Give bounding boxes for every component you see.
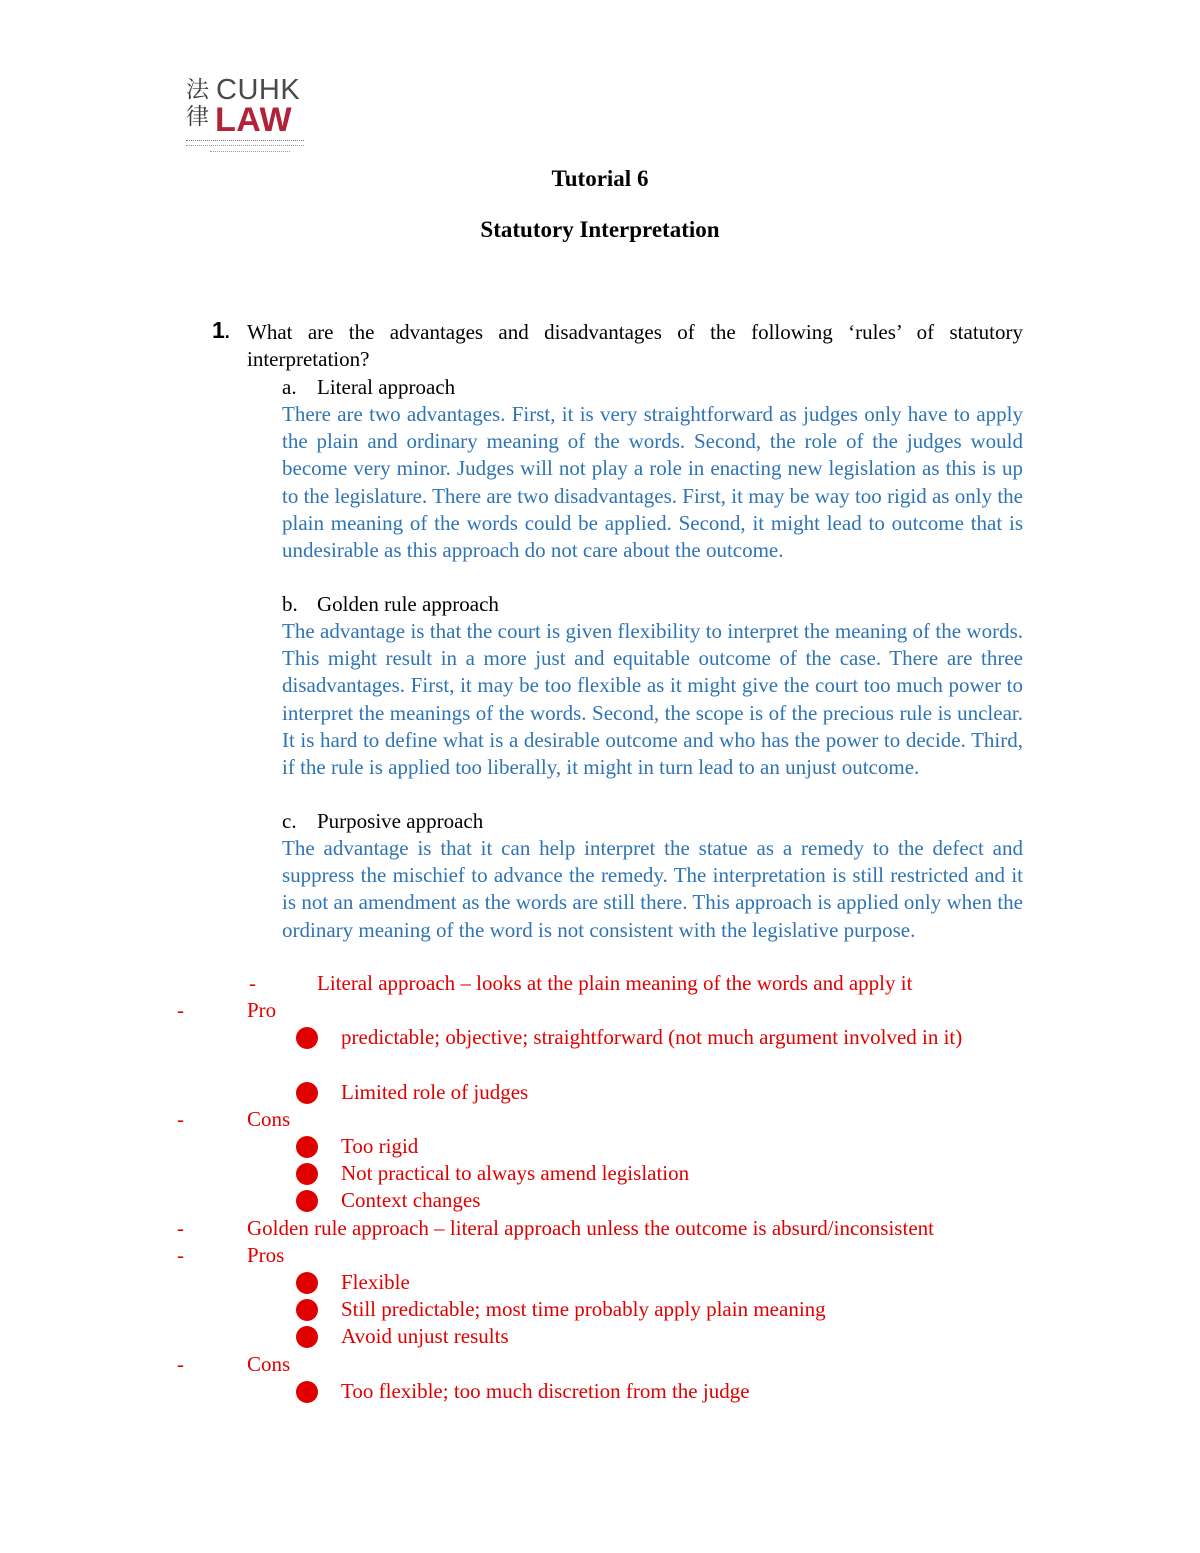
part-a-answer: There are two advantages. First, it is very straightforward as judges only have to apply the plain and ordinary meaning of the words. Second, the role of the judges would become very minor. Judges will not play a role in enacting new legislation as this is up to the legislature. There are two disadvantages. First, it may be way too rigid as only the plain meaning of the words could be applied. Second, it might lead to outcome that is undesirable as this approach do not care about the outcome. bbox=[282, 402, 1023, 563]
bullet-icon bbox=[296, 1272, 318, 1294]
golden-pro-item: Flexible bbox=[341, 1270, 410, 1294]
bullet-icon bbox=[296, 1190, 318, 1212]
literal-pro-item: Limited role of judges bbox=[341, 1080, 529, 1104]
literal-pro-label: Pro bbox=[247, 998, 277, 1022]
bullet-icon bbox=[296, 1027, 318, 1049]
literal-cons-label: Cons bbox=[247, 1107, 291, 1131]
question-number-value: 1 bbox=[212, 317, 225, 343]
part-b-label: Golden rule approach bbox=[317, 592, 499, 616]
golden-con-item: Too flexible; too much discretion from the judge bbox=[341, 1379, 750, 1403]
part-b-marker: b. bbox=[282, 592, 298, 616]
page-subtitle: Statutory Interpretation bbox=[480, 217, 720, 242]
question-text: What are the advantages and disadvantages of the following ‘rules’ of statutory interpretation? bbox=[247, 320, 1023, 372]
part-c-marker: c. bbox=[282, 809, 297, 833]
part-c-label: Purposive approach bbox=[317, 809, 484, 833]
question-number-suffix: . bbox=[224, 322, 230, 342]
golden-cons-label: Cons bbox=[247, 1352, 291, 1376]
literal-con-item: Too rigid bbox=[341, 1134, 419, 1158]
note-dash: - bbox=[177, 1107, 184, 1131]
logo-tagline-decoration bbox=[186, 140, 304, 146]
part-a-label: Literal approach bbox=[317, 375, 456, 399]
bullet-icon bbox=[296, 1326, 318, 1348]
literal-con-item: Not practical to always amend legislation bbox=[341, 1161, 690, 1185]
logo-tagline-decoration-2 bbox=[210, 151, 290, 154]
part-a-marker: a. bbox=[282, 375, 297, 399]
part-c-answer: The advantage is that it can help interpret the statue as a remedy to the defect and suppress the mischief to advance the remedy. The interpretation is still restricted and it is not an amendment as the words are still there. This approach is applied only when the ordinary meaning of the word is not consistent with the legislative purpose. bbox=[282, 836, 1023, 942]
logo-chinese-characters: 法律 bbox=[186, 77, 209, 129]
bullet-icon bbox=[296, 1381, 318, 1403]
golden-pro-item: Avoid unjust results bbox=[341, 1324, 509, 1348]
part-b-answer: The advantage is that the court is given flexibility to interpret the meaning of the words. This might result in a more just and equitable outcome of the case. There are three disadvantages. First, it may be too flexible as it might give the court too much power to interpret the meanings of the words. Second, the scope is of the precious rule is unclear. It is hard to define what is a desirable outcome and who has the power to decide. Third, if the rule is applied too liberally, it might in turn lead to an unjust outcome. bbox=[282, 619, 1023, 780]
bullet-icon bbox=[296, 1082, 318, 1104]
note-dash: - bbox=[249, 971, 256, 995]
note-dash: - bbox=[177, 1216, 184, 1240]
golden-rule-heading: Golden rule approach – literal approach unless the outcome is absurd/inconsistent bbox=[247, 1216, 934, 1240]
bullet-icon bbox=[296, 1163, 318, 1185]
note-dash: - bbox=[177, 998, 184, 1022]
golden-pro-item: Still predictable; most time probably apply plain meaning bbox=[341, 1297, 826, 1321]
page-title: Tutorial 6 bbox=[551, 166, 649, 191]
note-dash: - bbox=[177, 1243, 184, 1267]
logo-cuhk-text: CUHK bbox=[216, 74, 301, 106]
literal-con-item: Context changes bbox=[341, 1188, 481, 1212]
bullet-icon bbox=[296, 1299, 318, 1321]
golden-pros-label: Pros bbox=[247, 1243, 285, 1267]
literal-pro-item: predictable; objective; straightforward (not much argument involved in it) bbox=[341, 1025, 963, 1049]
logo-law-text: LAW bbox=[215, 101, 293, 139]
literal-approach-heading: Literal approach – looks at the plain meaning of the words and apply it bbox=[317, 971, 913, 995]
cuhk-law-logo bbox=[186, 76, 306, 162]
question-number bbox=[212, 317, 230, 344]
note-dash: - bbox=[177, 1352, 184, 1376]
bullet-icon bbox=[296, 1136, 318, 1158]
